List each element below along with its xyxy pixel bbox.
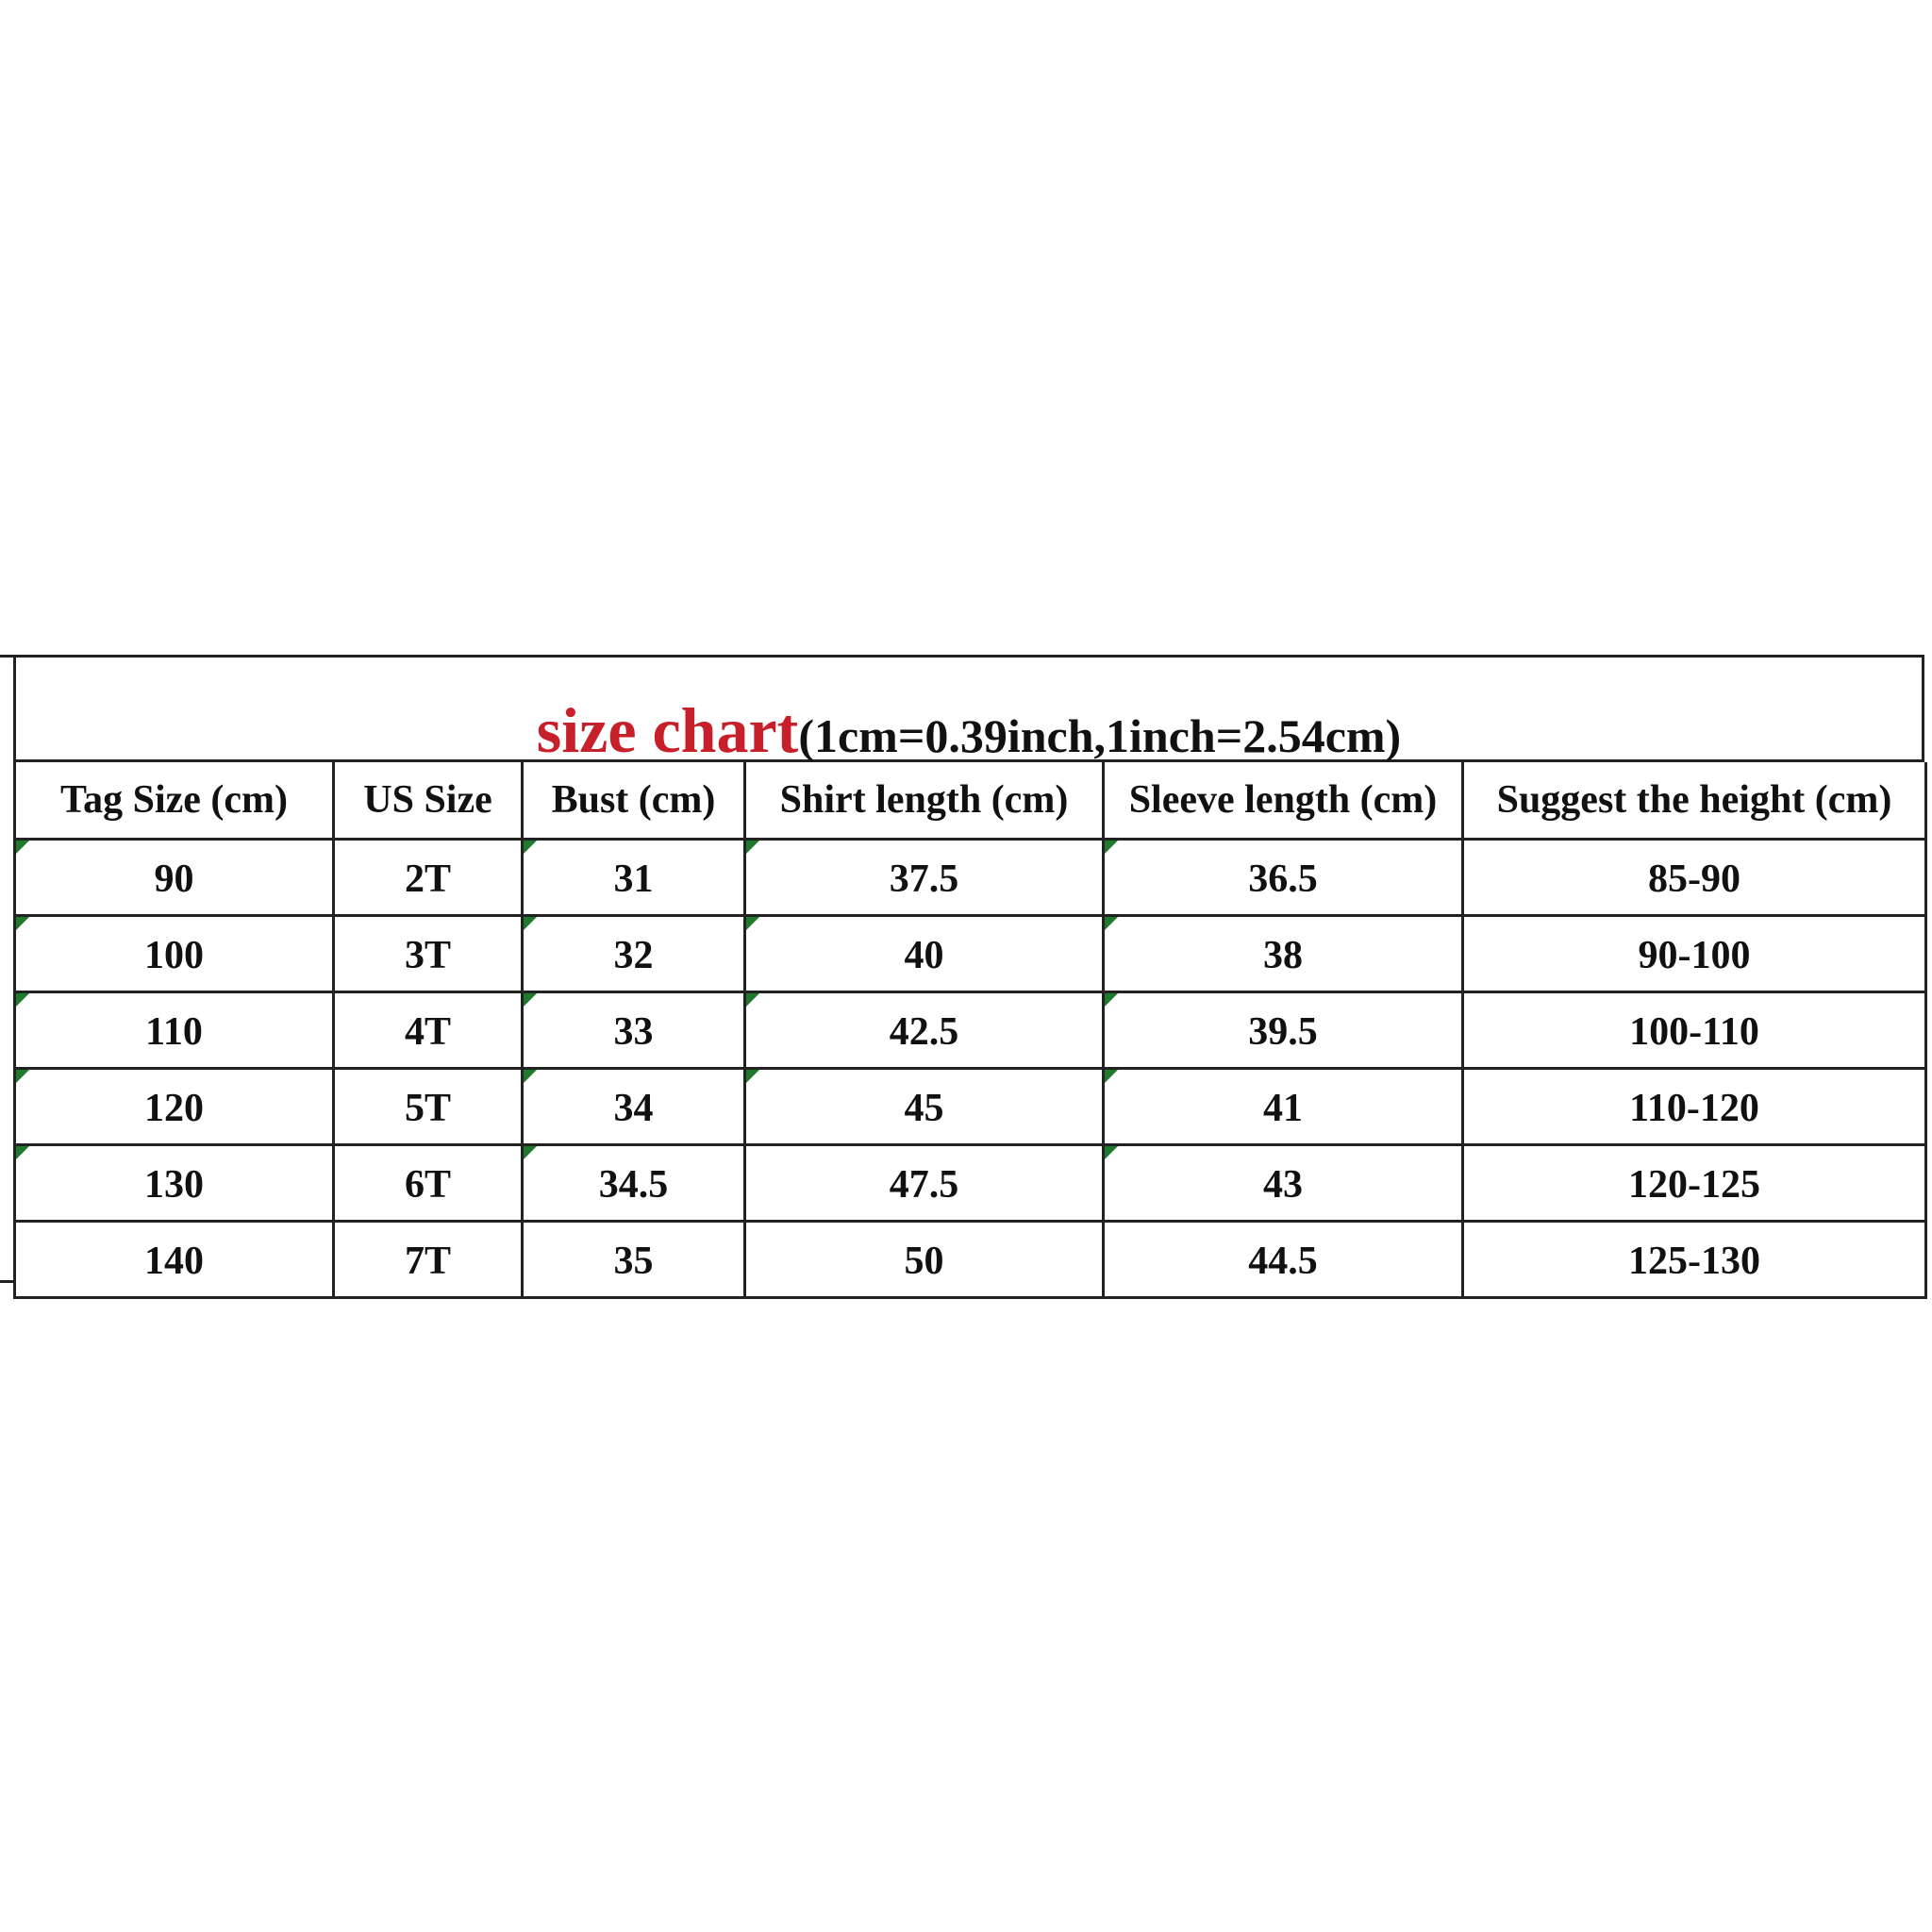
cell-tag-size [15, 1145, 334, 1222]
cell-marker [746, 841, 759, 854]
cell-shirt-length [745, 1222, 1104, 1298]
cell-tag-size [15, 1069, 334, 1145]
cell-value: 41 [1263, 1087, 1303, 1130]
cell-marker [524, 1146, 537, 1159]
cell-value: 7T [404, 1240, 451, 1283]
header-us-size: US Size [334, 762, 523, 840]
header-tag-size: Tag Size (cm) [15, 762, 334, 840]
cell-marker [1105, 917, 1118, 930]
cell-tag-size [15, 992, 334, 1069]
size-table [13, 762, 1927, 1299]
cell-value: 100 [144, 934, 204, 977]
cell-suggested-height [1463, 916, 1926, 992]
cell-value: 44.5 [1248, 1240, 1318, 1283]
cell-bust [523, 1145, 745, 1222]
cell-marker [524, 917, 537, 930]
header-shirt-length: Shirt length (cm) [745, 762, 1104, 840]
cell-us-size [334, 916, 523, 992]
cell-marker [1105, 841, 1118, 854]
cell-value: 43 [1263, 1163, 1303, 1207]
title-main: size chart [536, 694, 799, 766]
cell-value: 42.5 [889, 1010, 959, 1054]
table-row [15, 1145, 1926, 1222]
header-sleeve-length: Sleeve length (cm) [1104, 762, 1463, 840]
cell-value: 4T [404, 1010, 451, 1054]
cell-value: 34.5 [598, 1163, 669, 1207]
header-bust: Bust (cm) [523, 762, 745, 840]
cell-value: 32 [613, 934, 654, 977]
cell-suggested-height [1463, 1222, 1926, 1298]
cell-marker [746, 1070, 759, 1083]
cell-value: 35 [613, 1240, 654, 1283]
cell-shirt-length [745, 916, 1104, 992]
cell-value: 2T [404, 858, 451, 901]
cell-suggested-height [1463, 992, 1926, 1069]
cell-value: 37.5 [889, 858, 959, 901]
cell-shirt-length [745, 992, 1104, 1069]
cell-marker [524, 1070, 537, 1083]
left-border-tick-bottom [0, 1280, 13, 1283]
cell-us-size [334, 840, 523, 916]
cell-value: 120 [144, 1087, 204, 1130]
cell-value: 34 [613, 1087, 654, 1130]
cell-bust [523, 840, 745, 916]
title-conversion-note: (1cm=0.39inch,1inch=2.54cm) [798, 709, 1402, 762]
cell-value: 140 [144, 1240, 204, 1283]
cell-suggested-height [1463, 840, 1926, 916]
cell-sleeve-length [1104, 1222, 1463, 1298]
cell-value: 100-110 [1629, 1010, 1759, 1054]
cell-value: 50 [904, 1240, 944, 1283]
cell-marker [746, 917, 759, 930]
cell-sleeve-length [1104, 992, 1463, 1069]
table-row [15, 916, 1926, 992]
table-row [15, 840, 1926, 916]
cell-marker [1105, 1146, 1118, 1159]
table-row [15, 992, 1926, 1069]
cell-tag-size [15, 840, 334, 916]
cell-value: 110-120 [1629, 1087, 1759, 1130]
cell-sleeve-length [1104, 1145, 1463, 1222]
header-suggested-height: Suggest the height (cm) [1463, 762, 1926, 840]
cell-tag-size [15, 1222, 334, 1298]
cell-value: 39.5 [1248, 1010, 1318, 1054]
cell-sleeve-length [1104, 1069, 1463, 1145]
cell-bust [523, 1069, 745, 1145]
cell-sleeve-length [1104, 840, 1463, 916]
cell-value: 90-100 [1638, 934, 1751, 977]
cell-suggested-height [1463, 1069, 1926, 1145]
cell-marker [524, 841, 537, 854]
cell-value: 110 [145, 1010, 203, 1054]
cell-value: 85-90 [1648, 858, 1740, 901]
cell-value: 6T [404, 1163, 451, 1207]
cell-value: 130 [144, 1163, 204, 1207]
cell-value: 125-130 [1628, 1240, 1760, 1283]
cell-marker [1105, 993, 1118, 1007]
title-row [13, 655, 1924, 766]
cell-value: 120-125 [1628, 1163, 1760, 1207]
cell-value: 38 [1263, 934, 1303, 977]
cell-value: 90 [154, 858, 194, 901]
cell-marker [16, 917, 29, 930]
size-chart-title [16, 693, 1922, 768]
table-row [15, 1069, 1926, 1145]
cell-marker [524, 993, 537, 1007]
cell-us-size [334, 1145, 523, 1222]
cell-shirt-length [745, 1145, 1104, 1222]
cell-suggested-height [1463, 1145, 1926, 1222]
cell-us-size [334, 992, 523, 1069]
header-row [15, 762, 1926, 840]
cell-marker [16, 841, 29, 854]
cell-bust [523, 992, 745, 1069]
cell-value: 47.5 [889, 1163, 959, 1207]
cell-value: 45 [904, 1087, 944, 1130]
cell-value: 31 [613, 858, 654, 901]
cell-marker [1105, 1070, 1118, 1083]
cell-value: 36.5 [1248, 858, 1318, 901]
cell-value: 5T [404, 1087, 451, 1130]
cell-marker [16, 993, 29, 1007]
left-border-tick-top [0, 655, 13, 658]
cell-bust [523, 916, 745, 992]
size-chart-sheet [13, 655, 1924, 1299]
cell-marker [16, 1070, 29, 1083]
cell-us-size [334, 1069, 523, 1145]
cell-sleeve-length [1104, 916, 1463, 992]
cell-value: 40 [904, 934, 944, 977]
cell-value: 3T [404, 934, 451, 977]
cell-value: 33 [613, 1010, 654, 1054]
cell-shirt-length [745, 840, 1104, 916]
cell-tag-size [15, 916, 334, 992]
table-row [15, 1222, 1926, 1298]
cell-marker [16, 1146, 29, 1159]
cell-us-size [334, 1222, 523, 1298]
cell-marker [746, 993, 759, 1007]
cell-bust [523, 1222, 745, 1298]
cell-shirt-length [745, 1069, 1104, 1145]
